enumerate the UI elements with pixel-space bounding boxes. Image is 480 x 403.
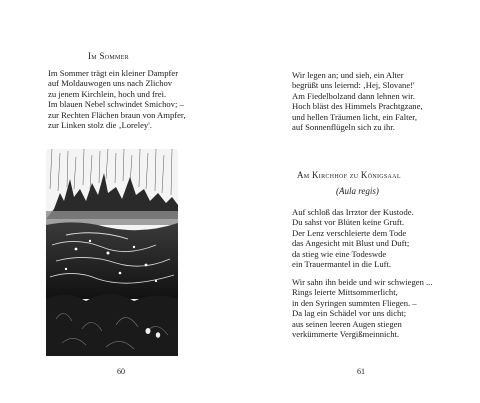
verse-line: zu jenem Kirchlein, hoch und frei.	[48, 88, 167, 99]
verse-line: Im blauen Nebel schwindet Smichov; –	[48, 99, 184, 110]
poem-stanza	[292, 277, 432, 339]
verse-line: ein Trauermantel in die Luft.	[292, 258, 392, 269]
verse-line: und hellen Träumen licht, ein Falter,	[292, 111, 417, 122]
verse-line: zur Rechten Flächen braun von Ampfer,	[48, 109, 186, 120]
woodcut-illustration	[46, 149, 178, 356]
verse-line: zur Linken stolz die ‚Loreley'.	[48, 119, 152, 130]
verse-line: Hoch bläst des Himmels Prachtgzane,	[292, 101, 423, 112]
verse-line: Auf schloß das Irrztor der Kustode.	[292, 207, 414, 217]
poem-stanza	[292, 207, 414, 269]
verse-line: auf Sonnenflügeln sich zu ihr.	[292, 121, 395, 132]
verse-line: verkümmerte Vergißmeinnicht.	[292, 328, 400, 339]
verse-line: Am Fiedelbolzand dann lehnen wir.	[292, 90, 415, 101]
poem-stanza	[48, 68, 186, 130]
verse-line: aus seinen leeren Augen stiegen	[292, 318, 402, 329]
poem-subtitle: (Aula regis)	[336, 186, 379, 196]
right-page	[240, 0, 480, 403]
verse-line: begrüßt uns leiernd: ‚Hej, Slovane!'	[292, 80, 415, 91]
page-number: 61	[357, 367, 365, 376]
poem-title: Am Kirchhof zu Königsaal	[297, 170, 401, 180]
verse-line: da stieg wie eine Todeswde	[292, 248, 387, 259]
verse-line: Wir sahn ihn beide und wir schwiegen ...	[292, 277, 433, 287]
poem-stanza	[292, 70, 423, 132]
verse-line: Im Sommer trägt ein kleiner Dampfer	[48, 68, 179, 78]
verse-line: das Angesicht mit Blust und Duft;	[292, 238, 410, 249]
page-number: 60	[117, 367, 125, 376]
verse-line: auf Moldauwogen uns nach Zlichov	[48, 78, 173, 89]
verse-line: in den Syringen summten Fliegen. –	[292, 297, 417, 308]
verse-line: Rings leierte Mittsommerlicht,	[292, 287, 398, 298]
poem-title: Im Sommer	[88, 51, 129, 61]
verse-line: Da lag ein Schädel vor uns dicht;	[292, 308, 407, 319]
verse-line: Der Lenz verschleierte dem Tode	[292, 227, 407, 238]
verse-line: Wir legen an; und sieh, ein Alter	[292, 70, 404, 80]
verse-line: Du sahst vor Blüten keine Gruft.	[292, 217, 405, 228]
